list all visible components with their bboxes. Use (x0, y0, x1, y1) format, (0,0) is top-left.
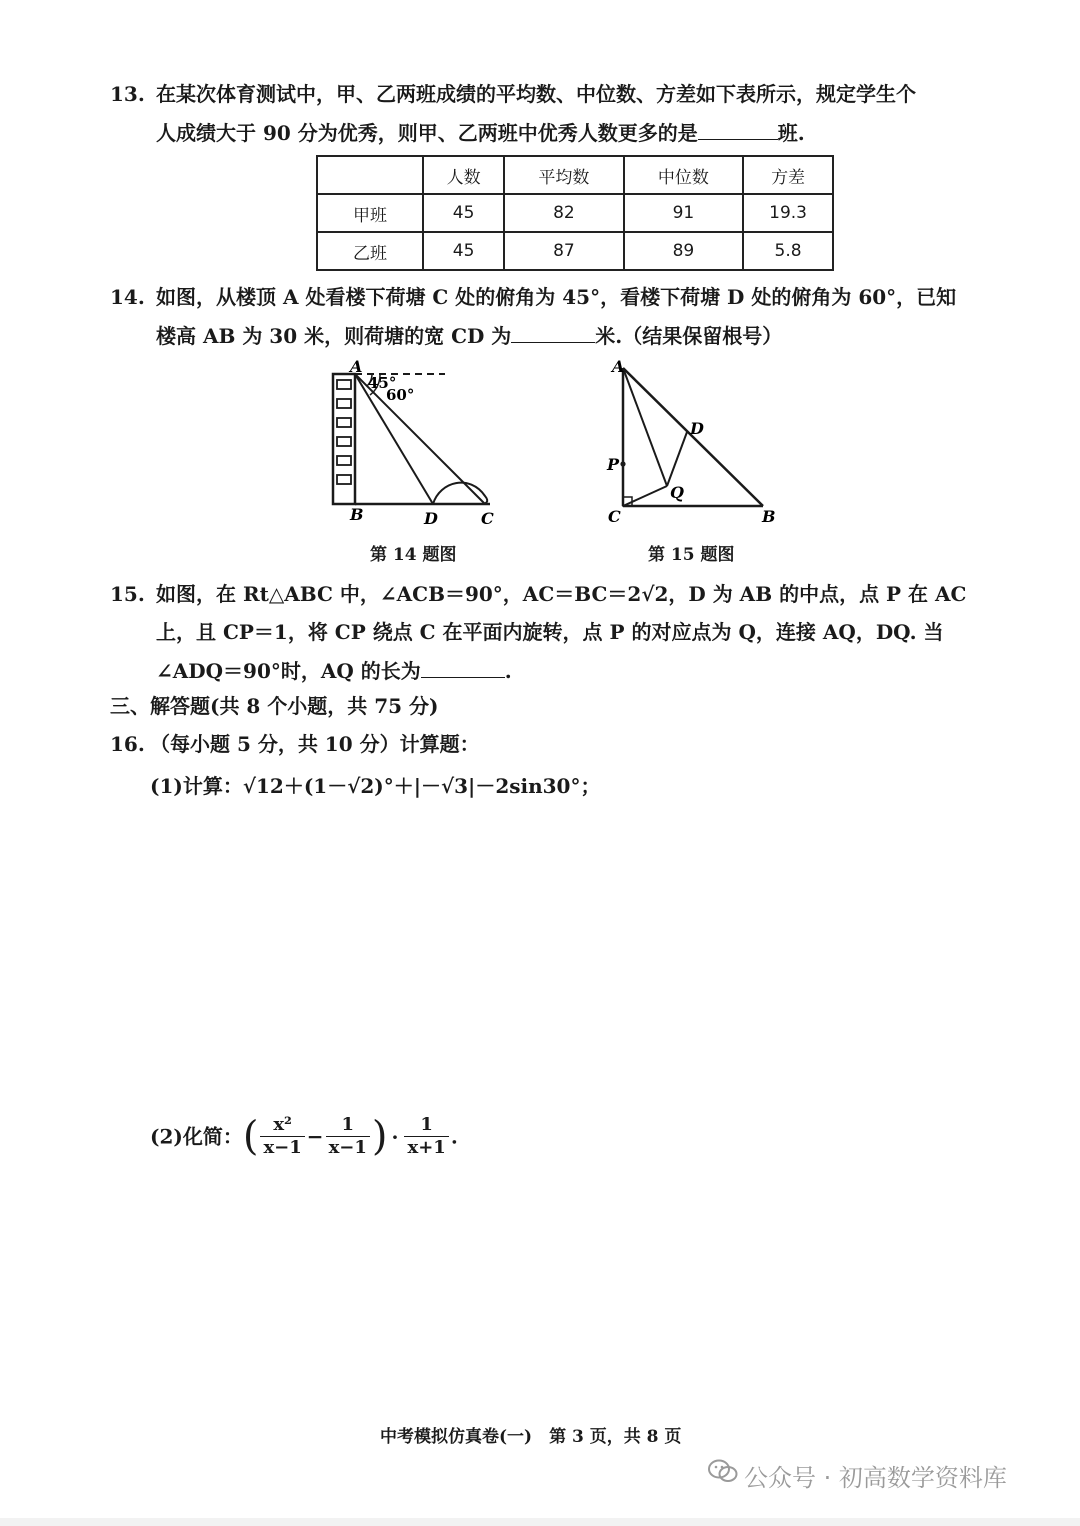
table-cell: 45 (423, 194, 504, 232)
q13-line2 (156, 117, 805, 147)
q13-line1: 在某次体育测试中，甲、乙两班成绩的平均数、中位数、方差如下表所示，规定学生个 (156, 82, 916, 106)
q16-number: 16. (110, 732, 145, 756)
label-p: P (607, 455, 620, 474)
table-cell: 87 (504, 232, 623, 270)
q14-line1: 如图，从楼顶 A 处看楼下荷塘 C 处的俯角为 45°，看楼下荷塘 D 处的俯角为 60°，已知 (156, 285, 957, 309)
q15-number: 15. (110, 582, 145, 606)
period: . (450, 1124, 458, 1149)
answer-blank (421, 655, 505, 678)
page-edge (0, 1518, 1080, 1526)
q15-line3 (156, 655, 512, 685)
score-table (316, 155, 834, 271)
figure-15 (600, 356, 790, 536)
label-60: 60° (386, 386, 415, 404)
figure-15-caption: 第 15 题图 (648, 545, 735, 565)
table-header-cell: 人数 (423, 156, 504, 194)
q14-line2-end: 米.（结果保留根号） (595, 324, 783, 348)
q13-number: 13. (110, 82, 145, 106)
denominator: x+1 (407, 1137, 446, 1158)
q14-line2-text: 楼高 AB 为 30 米，则荷塘的宽 CD 为 (156, 324, 512, 348)
table-cell: 89 (624, 232, 743, 270)
label-c: C (481, 509, 494, 528)
table-header-row (317, 156, 833, 194)
table-cell: 91 (624, 194, 743, 232)
q14-number: 14. (110, 285, 145, 309)
label-b: B (762, 507, 776, 526)
q16-part2 (150, 1110, 458, 1162)
numerator: x² (260, 1114, 304, 1137)
watermark-text: 公众号 · 初高数学资料库 (744, 1464, 1007, 1492)
segment-cq (623, 486, 667, 506)
answer-blank (698, 117, 778, 140)
q15-line1: 如图，在 Rt△ABC 中，∠ACB＝90°，AC＝BC＝2√2，D 为 AB 的中点，点 P 在 AC (156, 582, 967, 606)
q15-line3-end: . (504, 659, 512, 683)
right-paren: ) (371, 1113, 388, 1160)
numerator: 1 (326, 1114, 370, 1137)
label-d: D (424, 509, 438, 528)
table-row (317, 194, 833, 232)
q13-line2-end: 班. (777, 121, 805, 145)
denominator: x−1 (328, 1137, 367, 1158)
answer-blank (511, 320, 595, 343)
figure-14 (320, 356, 520, 536)
table-cell: 45 (423, 232, 504, 270)
fraction (326, 1114, 370, 1159)
point-p (620, 461, 625, 466)
table-cell: 19.3 (743, 194, 833, 232)
section-title: 三、解答题(共 8 个小题，共 75 分) (110, 694, 439, 718)
table-header-cell: 方差 (743, 156, 833, 194)
q16-part1: (1)计算：√12＋(1－√2)°＋|－√3|－2sin30°； (150, 774, 601, 798)
table-cell: 82 (504, 194, 623, 232)
left-paren: ( (242, 1113, 259, 1160)
table-cell: 5.8 (743, 232, 833, 270)
q15-line3-text: ∠ADQ＝90°时，AQ 的长为 (156, 659, 421, 683)
q15-line2: 上，且 CP＝1，将 CP 绕点 C 在平面内旋转，点 P 的对应点为 Q，连接 AQ，DQ. 当 (156, 620, 944, 644)
table-header-cell: 中位数 (624, 156, 743, 194)
label-45: 45° (368, 374, 397, 392)
figure-14-caption: 第 14 题图 (370, 545, 457, 565)
q16-intro: （每小题 5 分，共 10 分）计算题： (150, 732, 480, 756)
q16-part2-label: (2)化简： (150, 1124, 243, 1149)
label-d: D (690, 419, 704, 438)
fraction (404, 1114, 448, 1159)
table-cell: 乙班 (317, 232, 423, 270)
sight-line-c (355, 374, 485, 504)
label-a: A (350, 357, 363, 376)
denominator: x−1 (263, 1137, 302, 1158)
segment-dq (667, 432, 687, 486)
label-c: C (608, 507, 621, 526)
segment-aq (623, 368, 667, 486)
numerator: 1 (404, 1114, 448, 1137)
minus-sign: − (306, 1124, 324, 1149)
label-b: B (350, 505, 364, 524)
wechat-icon (708, 1458, 738, 1484)
label-a: A (612, 357, 625, 376)
q13-line2-text: 人成绩大于 90 分为优秀，则甲、乙两班中优秀人数更多的是 (156, 121, 698, 145)
label-q: Q (670, 483, 684, 502)
table-row (317, 232, 833, 270)
table-header-cell: 平均数 (504, 156, 623, 194)
table-header-cell (317, 156, 423, 194)
table-cell: 甲班 (317, 194, 423, 232)
building-windows (337, 380, 351, 484)
footer-text: 中考模拟仿真卷(一) 第 3 页，共 8 页 (380, 1427, 682, 1447)
pond (433, 483, 487, 504)
q14-line2 (156, 320, 782, 350)
fraction (260, 1114, 304, 1159)
dot-operator: · (391, 1124, 399, 1149)
